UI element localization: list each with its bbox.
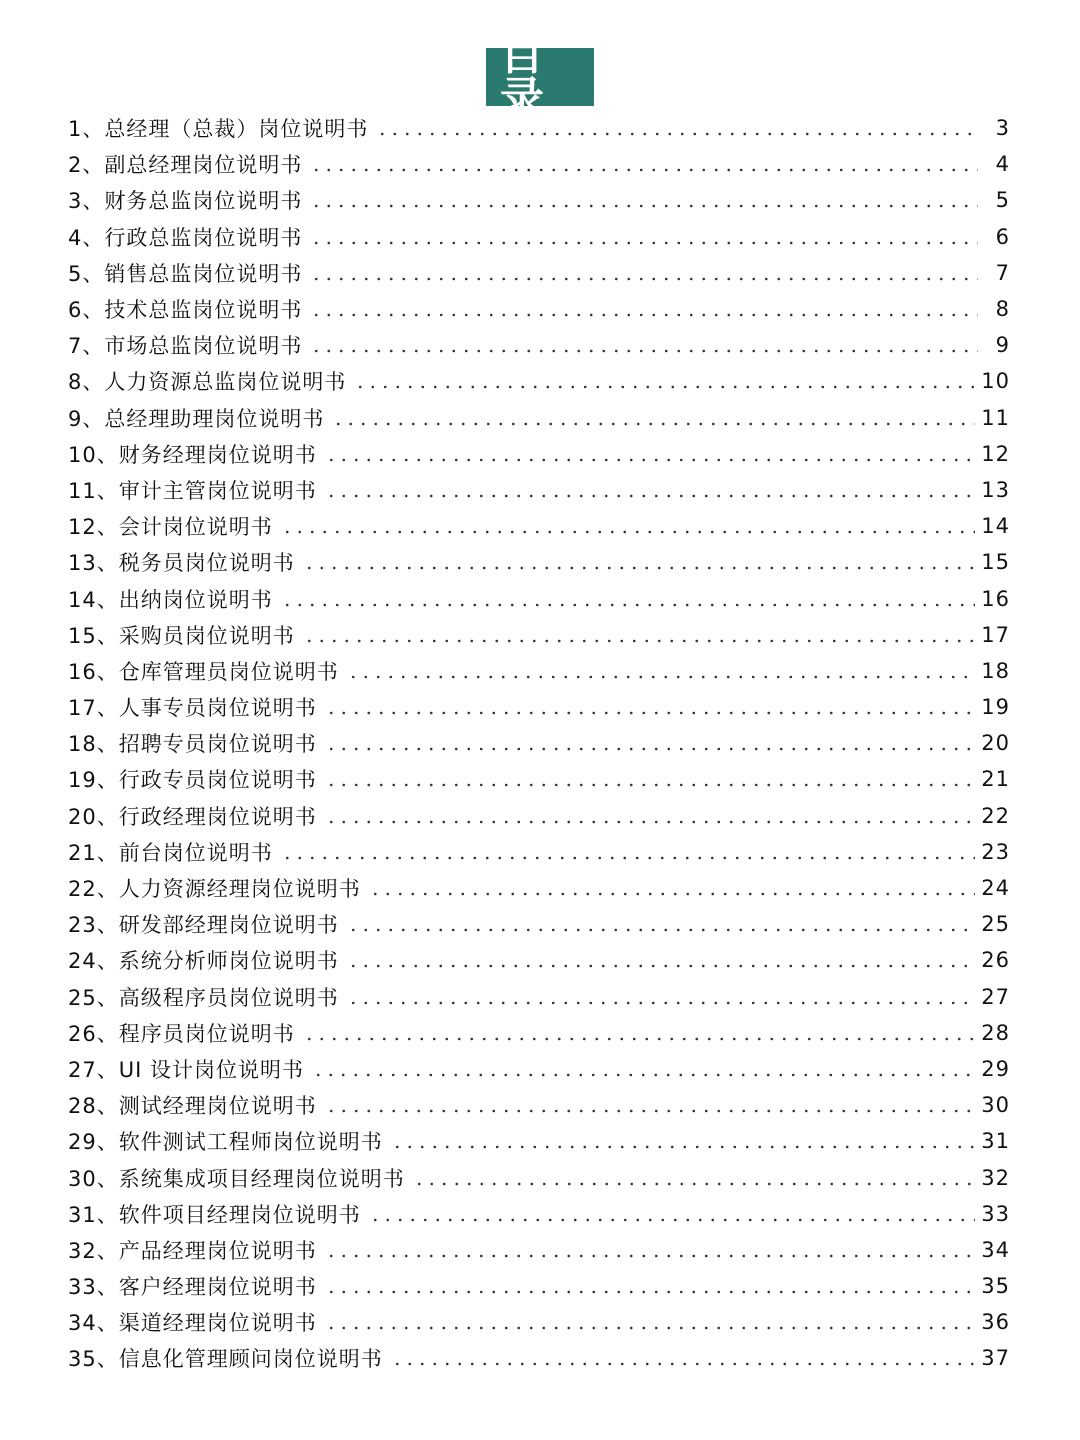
toc-entry-label: [68, 728, 317, 758]
toc-dot-leader: [413, 1182, 976, 1186]
toc-entry-label: [68, 1271, 317, 1301]
title-wrapper: [0, 29, 1080, 124]
toc-entry-title: 技术总监岗位说明书: [104, 298, 303, 323]
toc-entry-number: 12、: [68, 515, 119, 540]
toc-entry[interactable]: [68, 327, 1012, 363]
toc-entry[interactable]: [68, 798, 1012, 834]
toc-entry-label: [68, 113, 368, 143]
toc-entry-title: 财务经理岗位说明书: [118, 442, 317, 467]
toc-entry-number: 10、: [68, 442, 119, 467]
toc-entry[interactable]: [68, 906, 1012, 942]
toc-dot-leader: [310, 313, 978, 317]
toc-entry-title: 仓库管理员岗位说明书: [118, 659, 339, 684]
toc-entry-number: 23、: [68, 913, 119, 938]
toc-entry-label: [68, 1090, 317, 1120]
toc-page-number: 7: [995, 260, 1010, 285]
toc-entry-label: [68, 584, 273, 614]
toc-entry-title: 高级程序员岗位说明书: [118, 985, 339, 1010]
toc-entry[interactable]: [68, 1196, 1012, 1232]
toc-entry[interactable]: [68, 1159, 1012, 1195]
toc-page-number: 4: [995, 152, 1010, 177]
toc-entry-label: [68, 330, 302, 360]
toc-entry-title: 人力资源经理岗位说明书: [118, 877, 361, 902]
toc-entry-number: 33、: [68, 1275, 119, 1300]
toc-entry-label: [68, 1343, 383, 1373]
toc-entry-title: 副总经理岗位说明书: [104, 153, 303, 178]
toc-entry-number: 17、: [68, 696, 119, 721]
toc-entry-label: [68, 801, 317, 831]
toc-entry-title: 市场总监岗位说明书: [104, 334, 303, 359]
toc-entry-label: [68, 222, 302, 252]
toc-page-number: 18: [981, 658, 1010, 683]
toc-entry-number: 19、: [68, 768, 119, 793]
toc-entry[interactable]: [68, 834, 1012, 870]
toc-entry-number: 34、: [68, 1311, 119, 1336]
toc-entry[interactable]: [68, 219, 1012, 255]
toc-dot-leader: [310, 349, 978, 353]
toc-entry-number: 26、: [68, 1021, 119, 1046]
toc-entry[interactable]: [68, 146, 1012, 182]
toc-dot-leader: [369, 892, 976, 896]
table-of-contents: [68, 110, 1012, 1377]
toc-title: 目 录: [486, 48, 594, 106]
toc-entry[interactable]: [68, 870, 1012, 906]
toc-dot-leader: [310, 277, 978, 281]
toc-entry[interactable]: [68, 725, 1012, 761]
toc-entry-number: 30、: [68, 1166, 119, 1191]
toc-entry-number: 28、: [68, 1094, 119, 1119]
toc-page-number: 34: [981, 1237, 1010, 1262]
toc-entry[interactable]: [68, 363, 1012, 399]
toc-page-number: 6: [995, 224, 1010, 249]
toc-page-number: 9: [995, 333, 1010, 358]
toc-entry-title: UI 设计岗位说明书: [118, 1057, 304, 1082]
toc-entry-label: [68, 185, 302, 215]
toc-entry[interactable]: [68, 1232, 1012, 1268]
toc-dot-leader: [303, 639, 976, 643]
toc-page-number: 20: [981, 731, 1010, 756]
toc-entry-label: [68, 764, 317, 794]
toc-entry-title: 系统分析师岗位说明书: [118, 949, 339, 974]
toc-dot-leader: [332, 422, 975, 426]
toc-page-number: 5: [995, 188, 1010, 213]
toc-entry[interactable]: [68, 182, 1012, 218]
toc-page-number: 33: [981, 1201, 1010, 1226]
toc-entry-title: 税务员岗位说明书: [118, 551, 295, 576]
toc-dot-leader: [310, 168, 978, 172]
toc-entry-title: 总经理助理岗位说明书: [104, 406, 325, 431]
toc-entry-number: 4、: [68, 225, 105, 250]
toc-dot-leader: [369, 1218, 976, 1222]
toc-entry-number: 3、: [68, 189, 105, 214]
toc-page-number: 27: [981, 984, 1010, 1009]
toc-page-number: 35: [981, 1274, 1010, 1299]
toc-dot-leader: [312, 1073, 975, 1077]
toc-page-number: 32: [981, 1165, 1010, 1190]
toc-entry-number: 15、: [68, 623, 119, 648]
toc-page-number: 16: [981, 586, 1010, 611]
toc-entry-label: [68, 1235, 317, 1265]
toc-entry-number: 20、: [68, 804, 119, 829]
toc-entry-title: 软件项目经理岗位说明书: [118, 1202, 361, 1227]
toc-entry-label: [68, 1054, 304, 1084]
toc-dot-leader: [325, 1326, 976, 1330]
toc-page-number: 21: [981, 767, 1010, 792]
toc-entry-title: 软件测试工程师岗位说明书: [118, 1130, 383, 1155]
toc-page-number: 28: [981, 1020, 1010, 1045]
toc-page-number: 8: [995, 297, 1010, 322]
toc-page-number: 15: [981, 550, 1010, 575]
toc-dot-leader: [281, 530, 976, 534]
toc-entry-number: 16、: [68, 659, 119, 684]
toc-page-number: 13: [981, 477, 1010, 502]
toc-entry[interactable]: [68, 617, 1012, 653]
toc-dot-leader: [325, 1109, 976, 1113]
toc-entry-label: [68, 366, 346, 396]
toc-entry[interactable]: [68, 1015, 1012, 1051]
toc-entry-number: 6、: [68, 298, 105, 323]
toc-page-number: 31: [981, 1129, 1010, 1154]
toc-entry-number: 35、: [68, 1347, 119, 1372]
toc-entry-label: [68, 982, 339, 1012]
toc-entry-number: 22、: [68, 877, 119, 902]
toc-dot-leader: [310, 241, 978, 245]
toc-dot-leader: [391, 1362, 976, 1366]
toc-entry-label: [68, 656, 339, 686]
toc-entry-label: [68, 149, 302, 179]
toc-entry-title: 人力资源总监岗位说明书: [104, 370, 347, 395]
toc-entry-label: [68, 294, 302, 324]
toc-entry-number: 29、: [68, 1130, 119, 1155]
toc-page-number: 12: [981, 441, 1010, 466]
toc-entry-title: 审计主管岗位说明书: [118, 478, 317, 503]
toc-entry-number: 31、: [68, 1202, 119, 1227]
toc-entry-title: 招聘专员岗位说明书: [118, 732, 317, 757]
toc-entry-title: 测试经理岗位说明书: [118, 1094, 317, 1119]
toc-page-number: 25: [981, 912, 1010, 937]
toc-entry[interactable]: [68, 1087, 1012, 1123]
toc-dot-leader: [376, 132, 978, 136]
toc-entry[interactable]: [68, 979, 1012, 1015]
toc-page-number: 14: [981, 514, 1010, 539]
toc-entry-title: 行政总监岗位说明书: [104, 225, 303, 250]
toc-page-number: 22: [981, 803, 1010, 828]
toc-entry-number: 25、: [68, 985, 119, 1010]
toc-entry-label: [68, 403, 324, 433]
toc-page-number: 30: [981, 1093, 1010, 1118]
toc-entry-label: [68, 909, 339, 939]
toc-entry-title: 产品经理岗位说明书: [118, 1238, 317, 1263]
toc-entry[interactable]: [68, 1304, 1012, 1340]
toc-entry[interactable]: [68, 110, 1012, 146]
toc-page-number: 23: [981, 839, 1010, 864]
toc-entry-number: 14、: [68, 587, 119, 612]
toc-page-number: 26: [981, 948, 1010, 973]
toc-entry-number: 9、: [68, 406, 105, 431]
toc-entry[interactable]: [68, 255, 1012, 291]
toc-page-number: 36: [981, 1310, 1010, 1335]
toc-entry[interactable]: [68, 1051, 1012, 1087]
toc-dot-leader: [303, 566, 976, 570]
toc-entry-title: 渠道经理岗位说明书: [118, 1311, 317, 1336]
toc-entry-label: [68, 1163, 405, 1193]
toc-entry-label: [68, 1307, 317, 1337]
toc-entry-title: 信息化管理顾问岗位说明书: [118, 1347, 383, 1372]
toc-entry[interactable]: [68, 291, 1012, 327]
toc-entry-title: 出纳岗位说明书: [118, 587, 273, 612]
toc-dot-leader: [354, 385, 975, 389]
toc-entry-number: 11、: [68, 478, 119, 503]
toc-entry-title: 行政专员岗位说明书: [118, 768, 317, 793]
toc-page-number: 11: [981, 405, 1010, 430]
toc-entry[interactable]: [68, 942, 1012, 978]
toc-entry-title: 前台岗位说明书: [118, 840, 273, 865]
toc-entry[interactable]: [68, 1340, 1012, 1376]
toc-entry-label: [68, 620, 295, 650]
toc-entry[interactable]: [68, 544, 1012, 580]
toc-dot-leader: [391, 1145, 976, 1149]
toc-entry[interactable]: [68, 761, 1012, 797]
toc-entry-title: 客户经理岗位说明书: [118, 1275, 317, 1300]
toc-entry[interactable]: [68, 400, 1012, 436]
toc-entry-title: 会计岗位说明书: [118, 515, 273, 540]
toc-entry-number: 7、: [68, 334, 105, 359]
toc-entry-number: 1、: [68, 117, 105, 142]
toc-dot-leader: [325, 747, 976, 751]
toc-dot-leader: [303, 1037, 976, 1041]
toc-entry-label: [68, 511, 273, 541]
toc-entry-number: 21、: [68, 840, 119, 865]
toc-entry-number: 2、: [68, 153, 105, 178]
toc-entry-label: [68, 475, 317, 505]
toc-entry-label: [68, 837, 273, 867]
toc-entry-title: 财务总监岗位说明书: [104, 189, 303, 214]
toc-entry[interactable]: [68, 508, 1012, 544]
toc-entry-number: 27、: [68, 1057, 119, 1082]
toc-entry[interactable]: [68, 472, 1012, 508]
toc-dot-leader: [325, 820, 976, 824]
toc-dot-leader: [325, 458, 976, 462]
toc-dot-leader: [325, 783, 976, 787]
toc-entry[interactable]: [68, 580, 1012, 616]
toc-entry-number: 8、: [68, 370, 105, 395]
toc-dot-leader: [281, 603, 976, 607]
toc-dot-leader: [347, 964, 976, 968]
toc-entry-number: 5、: [68, 261, 105, 286]
toc-entry[interactable]: [68, 653, 1012, 689]
toc-entry-label: [68, 1018, 295, 1048]
toc-dot-leader: [347, 675, 976, 679]
toc-dot-leader: [281, 856, 976, 860]
toc-entry-title: 采购员岗位说明书: [118, 623, 295, 648]
toc-page-number: 3: [995, 116, 1010, 141]
toc-dot-leader: [325, 1290, 976, 1294]
toc-dot-leader: [325, 1254, 976, 1258]
toc-entry[interactable]: [68, 1268, 1012, 1304]
toc-page-number: 29: [981, 1056, 1010, 1081]
toc-entry-number: 32、: [68, 1238, 119, 1263]
toc-entry[interactable]: [68, 689, 1012, 725]
toc-entry-title: 程序员岗位说明书: [118, 1021, 295, 1046]
toc-entry-title: 销售总监岗位说明书: [104, 261, 303, 286]
toc-dot-leader: [325, 494, 976, 498]
toc-entry-title: 人事专员岗位说明书: [118, 696, 317, 721]
toc-page-number: 19: [981, 695, 1010, 720]
toc-entry[interactable]: [68, 436, 1012, 472]
toc-page-number: 10: [981, 369, 1010, 394]
toc-entry-number: 18、: [68, 732, 119, 757]
toc-entry[interactable]: [68, 1123, 1012, 1159]
toc-page-number: 24: [981, 876, 1010, 901]
toc-entry-label: [68, 547, 295, 577]
toc-entry-label: [68, 873, 361, 903]
toc-page-number: 37: [981, 1346, 1010, 1371]
toc-page-number: 17: [981, 622, 1010, 647]
toc-dot-leader: [310, 204, 978, 208]
toc-dot-leader: [325, 711, 976, 715]
toc-entry-title: 总经理（总裁）岗位说明书: [104, 117, 369, 142]
toc-dot-leader: [347, 1001, 976, 1005]
toc-dot-leader: [347, 928, 976, 932]
toc-entry-title: 系统集成项目经理岗位说明书: [118, 1166, 405, 1191]
toc-entry-label: [68, 1199, 361, 1229]
toc-entry-label: [68, 439, 317, 469]
toc-entry-title: 研发部经理岗位说明书: [118, 913, 339, 938]
toc-entry-number: 13、: [68, 551, 119, 576]
toc-entry-label: [68, 1126, 383, 1156]
toc-entry-label: [68, 692, 317, 722]
toc-entry-label: [68, 945, 339, 975]
toc-entry-title: 行政经理岗位说明书: [118, 804, 317, 829]
toc-entry-number: 24、: [68, 949, 119, 974]
toc-entry-label: [68, 258, 302, 288]
